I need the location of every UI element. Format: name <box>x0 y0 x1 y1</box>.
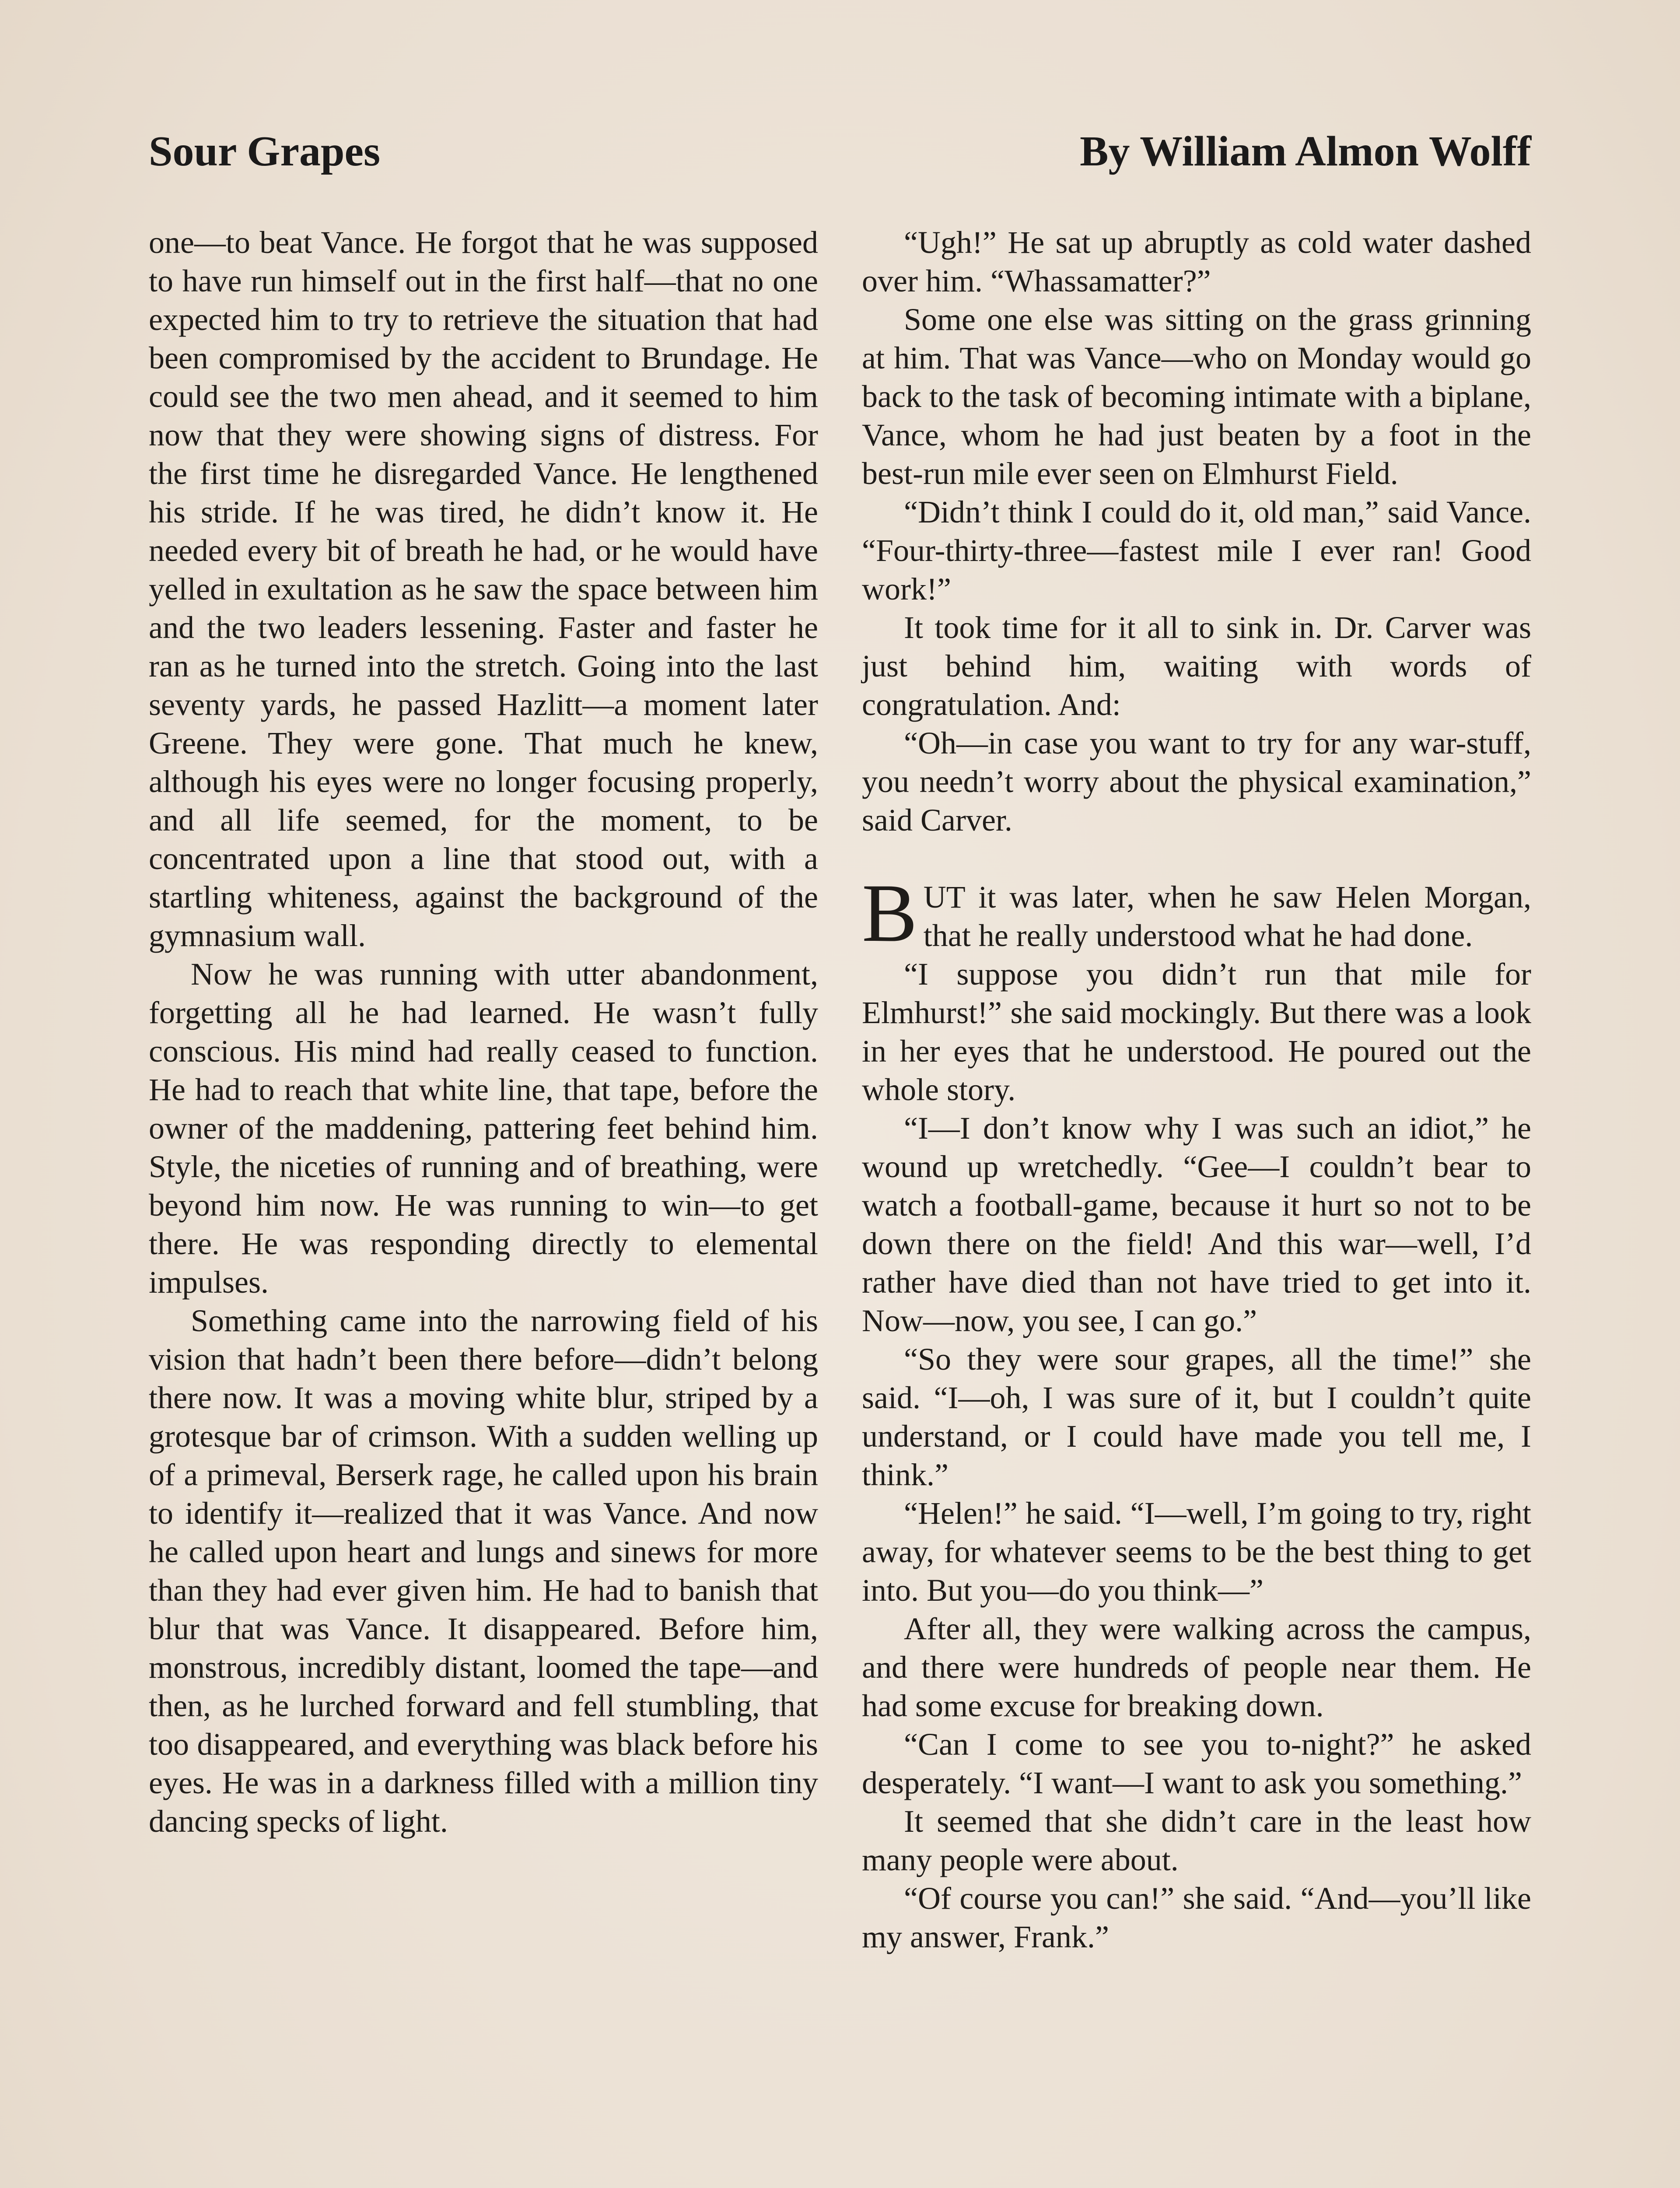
paragraph: Now he was running with utter abandonment, forgetting all he had learned. He wasn’t fully conscious. His mind had really ceased to function. He had to reach that white line, that tape, before the owner of the maddening, pattering feet behind him. Style, the niceties of running and of breathing, were beyond him now. He was running to win—to get there. He was responding directly to elemental impulses. <box>149 957 818 1300</box>
dropcap-paragraph-text: it was later, when he saw Helen Morgan, that he really understood what he had done. <box>923 880 1531 953</box>
paragraph: “Didn’t think I could do it, old man,” said Vance. “Four-thirty-three—fastest mile I ever ran! Good work!” <box>862 494 1531 607</box>
paragraph: “Oh—in case you want to try for any war-stuff, you needn’t worry about the physical examination,” said Carver. <box>862 726 1531 838</box>
right-column <box>862 223 1531 1956</box>
paragraph: “Of course you can!” she said. “And—you’ll like my answer, Frank.” <box>862 1881 1531 1954</box>
paragraph: “So they were sour grapes, all the time!” she said. “I—oh, I was sure of it, but I couldn’t quite understand, or I could have made you tell me, I think.” <box>862 1342 1531 1492</box>
drop-cap: B <box>862 867 917 959</box>
paragraph: It took time for it all to sink in. Dr. Carver was just behind him, waiting with words of congratulation. And: <box>862 610 1531 722</box>
paragraph: “Helen!” he said. “I—well, I’m going to try, right away, for whatever seems to be the best thing to get into. But you—do you think—” <box>862 1496 1531 1608</box>
paragraph: “I suppose you didn’t run that mile for Elmhurst!” she said mockingly. But there was a look in her eyes that he understood. He poured out the whole story. <box>862 957 1531 1107</box>
paragraph: “Can I come to see you to-night?” he asked desperately. “I want—I want to ask you something.” <box>862 1727 1531 1800</box>
paragraph: one—to beat Vance. He forgot that he was supposed to have run himself out in the first half—that no one expected him to try to retrieve the situation that had been compromised by the accident to Brundage. He could see the two men ahead, and it seemed to him now that they were showing signs of distress. For the first time he disregarded Vance. He lengthened his stride. If he was tired, he didn’t know it. He needed every bit of breath he had, or he would have yelled in exultation as he saw the space between him and the two leaders lessening. Faster and faster he ran as he turned into the stretch. Going into the last seventy yards, he passed Hazlitt—a moment later Greene. They were gone. That much he knew, although his eyes were no longer focusing properly, and all life seemed, for the moment, to be concentrated upon a line that stood out, with a startling whiteness, against the background of the gymnasium wall. <box>149 225 818 953</box>
paragraph: “Ugh!” He sat up abruptly as cold water dashed over him. “Whassamatter?” <box>862 225 1531 298</box>
author-byline: By William Almon Wolff <box>1080 128 1531 175</box>
paragraph: Some one else was sitting on the grass grinning at him. That was Vance—who on Monday would go back to the task of becoming intimate with a biplane, Vance, whom he had just beaten by a foot in the best-run mile ever seen on Elmhurst Field. <box>862 302 1531 491</box>
dropcap-paragraph <box>862 867 1531 959</box>
paragraph: “I—I don’t know why I was such an idiot,” he wound up wretchedly. “Gee—I couldn’t bear to watch a football-game, because it hurt so not to be down there on the field! And this war—well, I’d rather have died than not have tried to get into it. Now—now, you see, I can go.” <box>862 1111 1531 1338</box>
dropcap-rest: UT <box>923 880 965 915</box>
story-title: Sour Grapes <box>149 128 381 175</box>
left-column <box>149 223 818 1841</box>
section-break <box>862 839 1531 878</box>
paragraph: It seemed that she didn’t care in the least how many people were about. <box>862 1804 1531 1877</box>
running-header <box>149 127 1531 184</box>
paragraph: Something came into the narrowing field of his vision that hadn’t been there before—didn’t belong there now. It was a moving white blur, striped by a grotesque bar of crimson. With a sudden welling up of a primeval, Berserk rage, he called upon his brain to identify it—realized that it was Vance. And now he called upon heart and lungs and sinews for more than they had ever given him. He had to banish that blur that was Vance. It disappeared. Before him, monstrous, incredibly distant, loomed the tape—and then, as he lurched forward and fell stumbling, that too disappeared, and everything was black before his eyes. He was in a darkness filled with a million tiny dancing specks of light. <box>149 1303 818 1839</box>
paragraph: After all, they were walking across the campus, and there were hundreds of people near them. He had some excuse for breaking down. <box>862 1611 1531 1723</box>
